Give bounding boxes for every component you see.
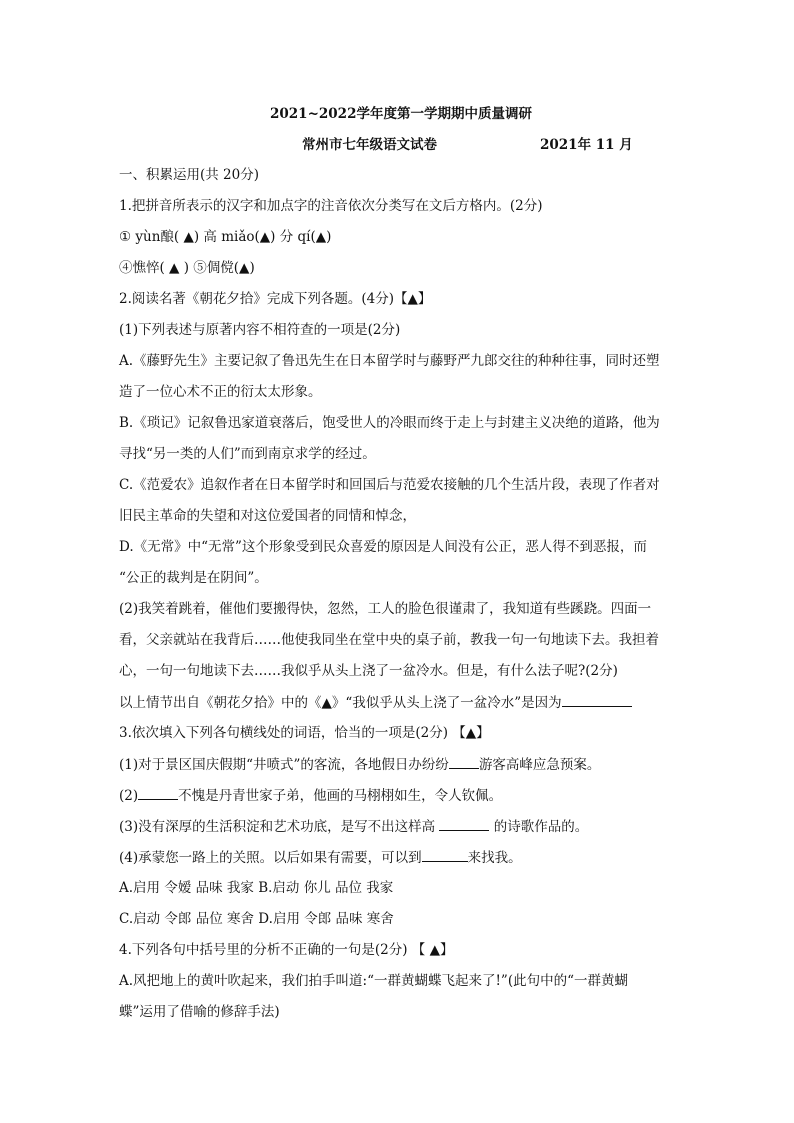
question-2-sub-2-line-1: (2)我笑着跳着，催他们要搬得快，忽然，工人的脸色很谨肃了，我知道有些蹊跷。四面一 bbox=[119, 601, 652, 617]
question-3-options-ab: A.启用 令嫒 品味 我家 B.启动 你儿 品位 我家 bbox=[119, 880, 394, 896]
sentence-head: (3)没有深厚的生活积淀和艺术功底，是写不出这样高 bbox=[119, 819, 440, 835]
prompt-text: 以上情节出自《朝花夕拾》中的《▲》“我似乎从头上浇了一盆冷水”是因为 bbox=[119, 695, 562, 711]
question-2: 2.阅读名著《朝花夕拾》完成下列各题。(4分)【▲】 bbox=[119, 291, 432, 307]
sentence-head: (4)承蒙您一路上的关照。以后如果有需要，可以到 bbox=[119, 850, 422, 866]
exam-subtitle: 常州市七年级语文试卷 bbox=[302, 137, 437, 153]
sentence-tail: 不愧是丹青世家子弟，他画的马栩栩如生，令人钦佩。 bbox=[178, 788, 503, 804]
answer-blank[interactable] bbox=[138, 785, 178, 800]
question-4-option-a-line-2: 蝶”运用了借喻的修辞手法) bbox=[119, 1004, 280, 1020]
exam-date: 2021年 11 月 bbox=[540, 137, 633, 153]
question-3-sub-4 bbox=[119, 847, 522, 868]
option-b-line-2: 寻找“另一类的人们”而到南京求学的经过。 bbox=[119, 446, 376, 462]
option-b-line-1: B.《琐记》记叙鲁迅家道衰落后，饱受世人的冷眼而终于走上与封建主义决绝的道路，他为 bbox=[119, 415, 660, 431]
exam-title: 2021~2022学年度第一学期期中质量调研 bbox=[270, 106, 532, 122]
sentence-tail: 来找我。 bbox=[467, 850, 522, 866]
option-c-line-2: 旧民主革命的失望和对这位爱国者的同情和悼念， bbox=[119, 508, 416, 524]
question-1-items-a: ① yùn酿( ▲) 高 miǎo(▲) 分 qí(▲) bbox=[119, 229, 332, 245]
sentence-head: (2) bbox=[119, 788, 139, 804]
question-1-items-b: ④憔悴( ▲ ) ⑤倜傥(▲) bbox=[119, 260, 255, 276]
answer-blank[interactable] bbox=[562, 692, 632, 707]
question-4: 4.下列各句中括号里的分析不正确的一句是(2分) 【 ▲】 bbox=[119, 942, 454, 958]
question-2-sub-2-line-3: 心，一句一句地读下去……我似乎从头上浇了一盆冷水。但是，有什么法子呢?(2分) bbox=[119, 663, 618, 679]
sentence-head: (1)对于景区国庆假期“井喷式”的客流，各地假日办纷纷 bbox=[119, 757, 449, 773]
question-2-sub-2-line-2: 看，父亲就站在我背后……他使我同坐在堂中央的桌子前，教我一句一句地读下去。我担着 bbox=[119, 632, 659, 648]
question-3-sub-2 bbox=[119, 785, 502, 806]
question-3: 3.依次填入下列各句横线处的词语，恰当的一项是(2分) 【▲】 bbox=[119, 725, 490, 741]
sentence-tail: 的诗歌作品的。 bbox=[489, 819, 589, 835]
option-c-line-1: C.《范爱农》追叙作者在日本留学时和回国后与范爱农接触的几个生活片段，表现了作者对 bbox=[119, 477, 660, 493]
question-1: 1.把拼音所表示的汉字和加点字的注音依次分类写在文后方格内。(2分) bbox=[119, 198, 543, 214]
section-heading: 一、积累运用(共 20分) bbox=[119, 167, 260, 183]
option-a-line-2: 造了一位心术不正的衍太太形象。 bbox=[119, 384, 322, 400]
question-4-option-a-line-1: A.风把地上的黄叶吹起来，我们拍手叫道:“一群黄蝴蝶飞起来了!”(此句中的“一群黄蝴 bbox=[119, 973, 628, 989]
option-d-line-1: D.《无常》中“无常”这个形象受到民众喜爱的原因是人间没有公正，恶人得不到恶报，而 bbox=[119, 539, 647, 555]
answer-blank[interactable] bbox=[422, 847, 468, 862]
question-2-sub-2-prompt bbox=[119, 692, 632, 713]
answer-blank[interactable] bbox=[449, 754, 479, 769]
question-2-sub-1: (1)下列表述与原著内容不相符查的一项是(2分) bbox=[119, 322, 401, 338]
sentence-tail: 游客高峰应急预案。 bbox=[478, 757, 601, 773]
option-a-line-1: A.《藤野先生》主要记叙了鲁迅先生在日本留学时与藤野严九郎交往的种种往事，同时还塑 bbox=[119, 353, 660, 369]
question-3-sub-3 bbox=[119, 816, 588, 837]
option-d-line-2: “公正的裁判是在阴间”。 bbox=[119, 570, 268, 586]
question-3-sub-1 bbox=[119, 754, 600, 775]
answer-blank[interactable] bbox=[439, 816, 489, 831]
question-3-options-cd: C.启动 令郎 品位 寒舍 D.启用 令郎 品味 寒舍 bbox=[119, 911, 394, 927]
